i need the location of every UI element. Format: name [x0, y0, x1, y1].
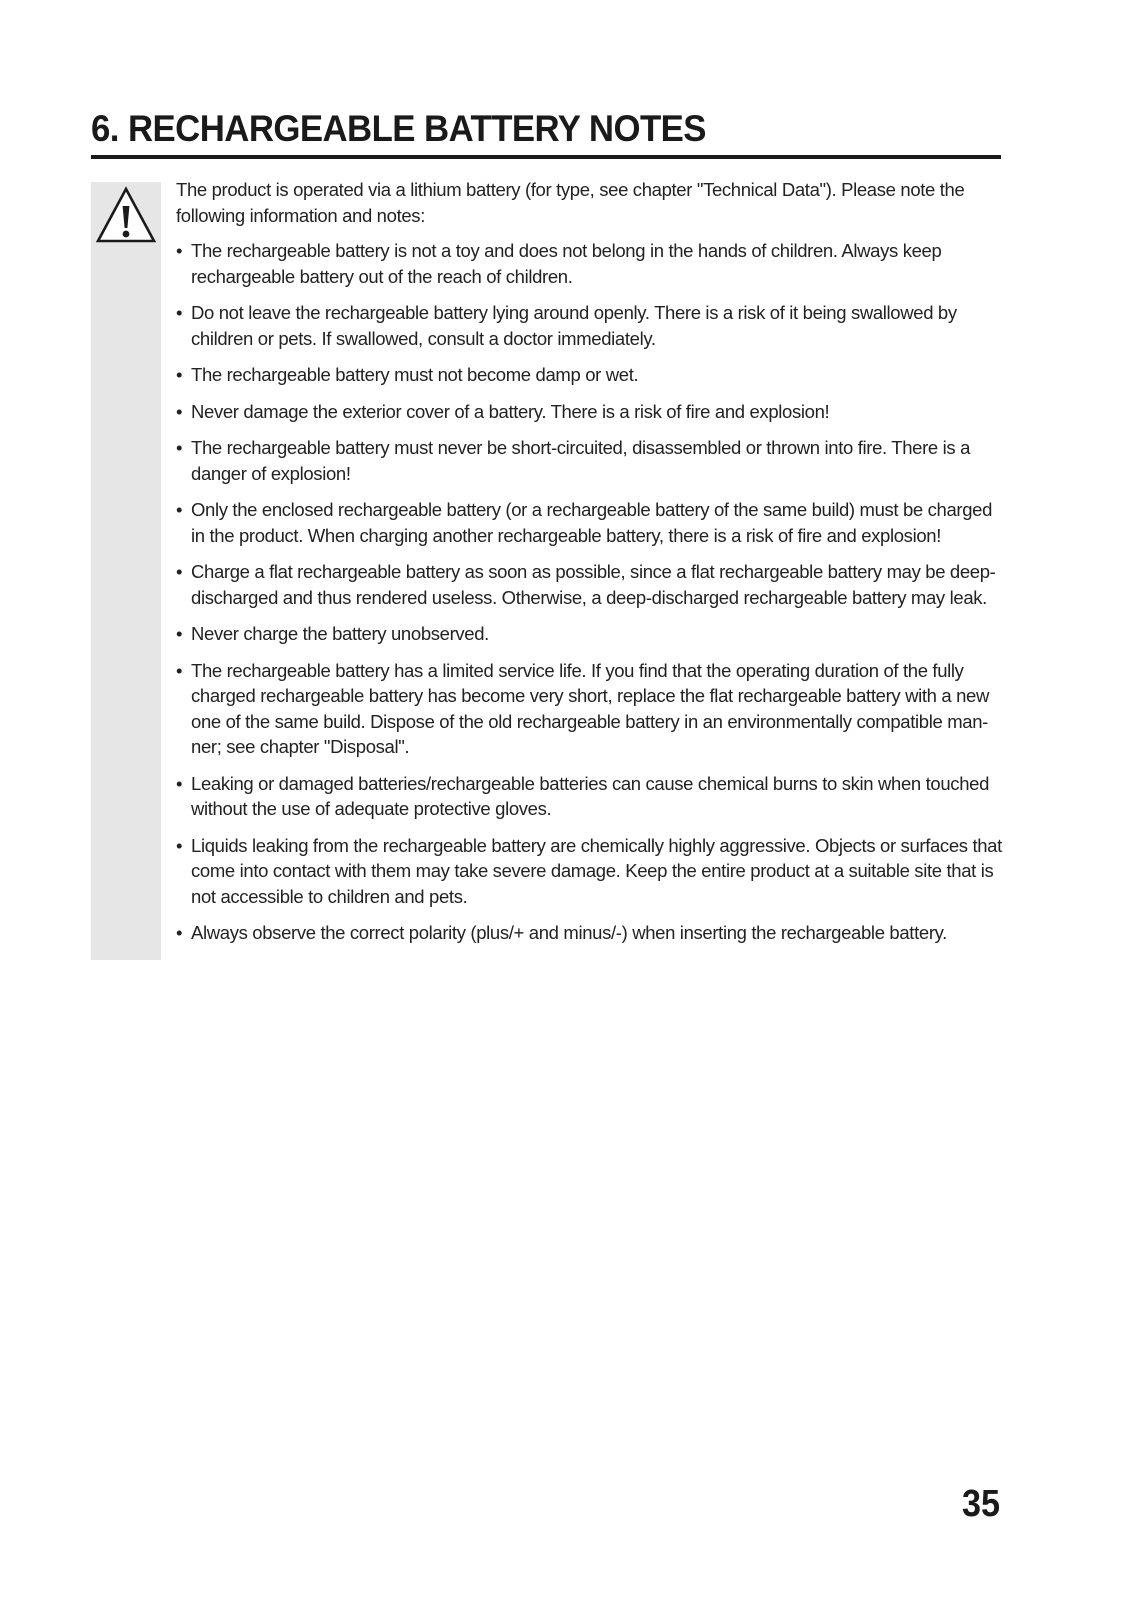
bullet-glyph: • [176, 623, 183, 644]
note-text: The rechargeable battery must never be short-circuited, disassembled or thrown into fire. There is a danger of explosion! [191, 437, 971, 484]
note-text: Liquids leaking from the rechargeable battery are chemically highly aggressive. Objects or surfaces that come into contact with them may take severe damage. Keep the entire product at a suitable site that is not accessible to children and pets. [191, 834, 1002, 907]
bullet-glyph: • [176, 364, 183, 385]
note-text: The rechargeable battery must not become damp or wet. [191, 364, 639, 385]
bullet-glyph: • [176, 772, 183, 794]
section-title: 6. RECHARGEABLE BATTERY NOTES [91, 108, 706, 149]
bullet-glyph: • [176, 561, 183, 582]
note-text: Never damage the exterior cover of a battery. There is a risk of fire and explosion! [191, 400, 830, 422]
note-item [176, 833, 1006, 910]
bullet-glyph: • [176, 302, 183, 323]
note-text: The rechargeable battery has a limited service life. If you find that the operating duration of the fully charged rechargeable battery has become very short, replace the flat rechargeable battery with a new one of the same build. Dispose of the old rechargeable battery in an environmentally compatible man-ner; see chapter "Disposal". [191, 659, 989, 757]
notes-list [176, 238, 1006, 946]
note-item [176, 435, 1006, 486]
note-item [176, 559, 1006, 610]
note-item [176, 658, 1006, 760]
title-underline [91, 155, 1001, 159]
bullet-glyph: • [176, 499, 183, 520]
note-text: Leaking or damaged batteries/rechargeable batteries can cause chemical burns to skin when touched without the use of adequate protective gloves. [191, 772, 990, 819]
note-item [176, 238, 1006, 289]
bullet-glyph: • [176, 834, 183, 856]
note-text: Never charge the battery unobserved. [191, 623, 489, 644]
bullet-glyph: • [176, 922, 183, 943]
note-item [176, 771, 1006, 822]
note-text: The rechargeable battery is not a toy and does not belong in the hands of children. Always keep rechargeable battery out of the reach of children. [191, 240, 942, 287]
note-item [176, 300, 1006, 351]
note-text: Charge a flat rechargeable battery as soon as possible, since a flat rechargeable battery may be deep-discharged and thus rendered useless. Otherwise, a deep-discharged rechargeable battery may leak. [191, 561, 996, 608]
note-item [176, 399, 1006, 425]
note-item [176, 920, 1006, 946]
note-item [176, 362, 1006, 388]
battery-notes-content [176, 177, 1006, 957]
note-text: Always observe the correct polarity (plus/+ and minus/-) when inserting the rechargeable battery. [191, 922, 947, 943]
note-item [176, 621, 1006, 647]
warning-side-bar [91, 182, 161, 960]
bullet-glyph: • [176, 437, 183, 458]
warning-triangle-icon [95, 186, 157, 246]
note-text: Only the enclosed rechargeable battery (or a rechargeable battery of the same build) must be charged in the product. When charging another rechargeable battery, there is a risk of fire and explosion! [191, 499, 993, 546]
intro-paragraph: The product is operated via a lithium battery (for type, see chapter "Technical Data"). Please note the following information and notes: [176, 179, 965, 226]
bullet-glyph: • [176, 400, 183, 422]
note-item [176, 497, 1006, 548]
bullet-glyph: • [176, 659, 183, 681]
note-text: Do not leave the rechargeable battery lying around openly. There is a risk of it being swallowed by children or pets. If swallowed, consult a doctor immediately. [191, 302, 957, 349]
page-number: 35 [961, 1483, 1000, 1525]
bullet-glyph: • [176, 240, 183, 261]
